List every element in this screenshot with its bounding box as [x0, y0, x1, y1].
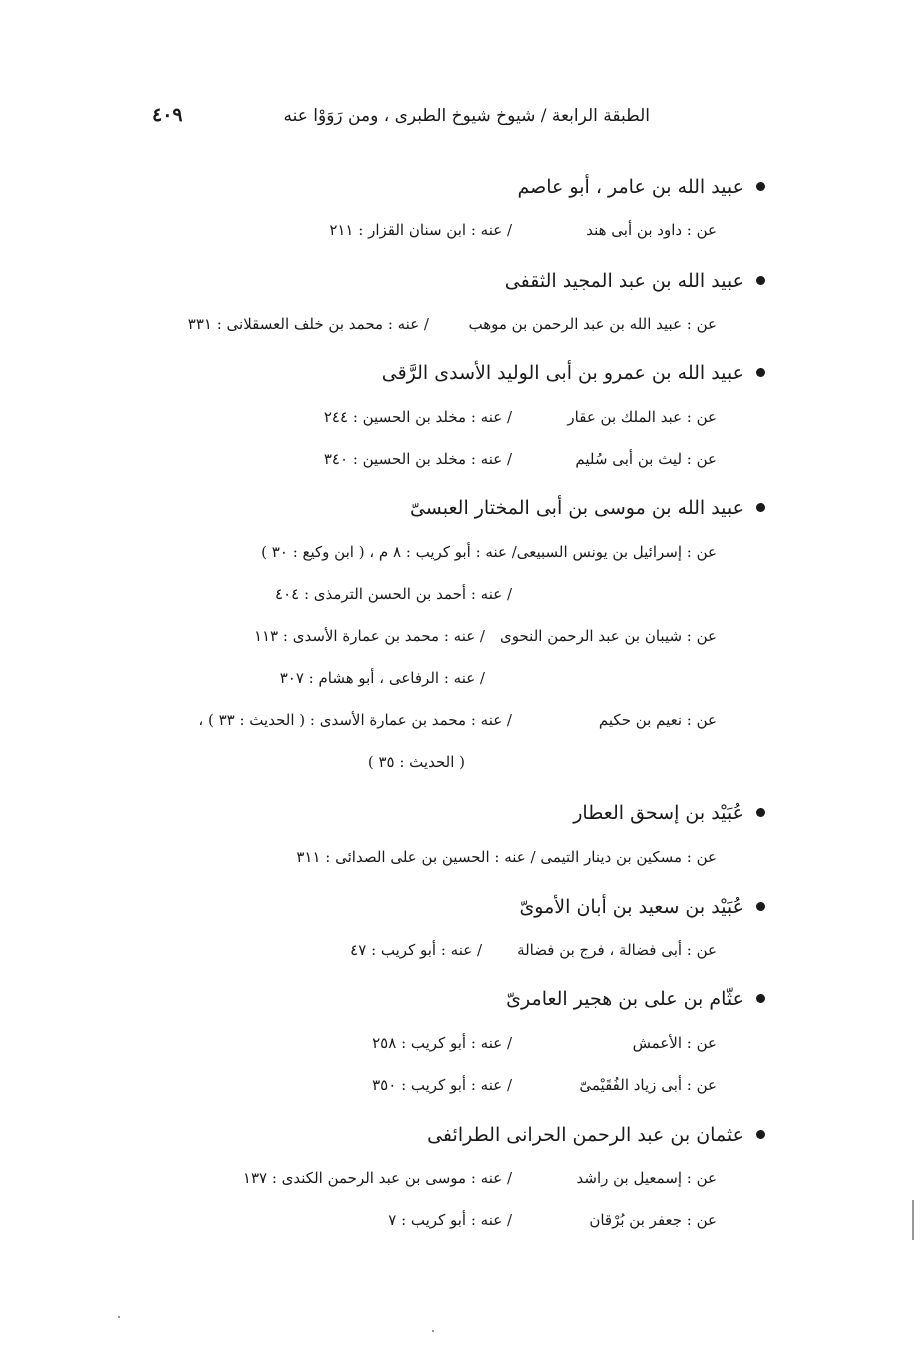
bullet-icon: [756, 182, 765, 191]
scan-speck: [432, 1330, 434, 1332]
narration-line: [197, 1076, 717, 1098]
narration-line: [197, 1169, 717, 1191]
narration-line: [197, 941, 717, 963]
narration-line: [197, 1034, 717, 1056]
entry-name: عبيد الله بن عامر ، أبو عاصم: [517, 176, 744, 198]
entry-title: [382, 362, 765, 384]
scan-speck: [118, 1316, 120, 1318]
narration-line: [197, 669, 717, 691]
entry-name: عبيد الله بن موسى بن أبى المختار العبسىّ: [409, 497, 744, 519]
entry-name: عُبَيْد بن إسحق العطار: [573, 802, 744, 824]
bullet-icon: [756, 808, 765, 817]
narration-line: [177, 543, 717, 565]
narrated-to: / عنه : مخلد بن الحسين : ٢٤٤: [323, 408, 512, 426]
bullet-icon: [756, 1130, 765, 1139]
narrated-to: / عنه : أبو كريب : ٣٥٠: [372, 1076, 512, 1094]
narrated-from: عن : إسمعيل بن راشد: [576, 1169, 717, 1187]
entry-name: عبيد الله بن عمرو بن أبى الوليد الأسدى الرَّقى: [381, 362, 744, 384]
narrated-to: / عنه : أبو كريب : ٢٥٨: [372, 1034, 512, 1052]
entry-name: عُبَيْد بن سعيد بن أبان الأموىّ: [519, 896, 744, 918]
bullet-icon: [756, 503, 765, 512]
narrated-to: / عنه : محمد بن عمارة الأسدى : ( الحديث : ٣٣ ) ،: [198, 711, 512, 729]
narration-line: [197, 585, 717, 607]
narrated-to: / عنه : أبو كريب : ٧: [388, 1211, 512, 1229]
narrated-from: عن : شيبان بن عبد الرحمن النحوى: [500, 627, 717, 645]
entry-title: [410, 497, 765, 519]
narrated-from: عن : الأعمش: [632, 1034, 717, 1052]
narration-line: [197, 408, 717, 430]
narration-line: [117, 711, 717, 733]
narrated-from: عن : أبى فضالة ، فرج بن فضالة: [517, 941, 717, 959]
entry-title: [427, 1124, 765, 1146]
narrated-from: عن : ليث بن أبى سُليم: [575, 450, 717, 468]
narration-line: [197, 753, 717, 775]
running-head: الطبقة الرابعة / شيوخ شيوخ الطبرى ، ومن رَوَوْا عنه: [283, 106, 650, 126]
entry-title: [573, 802, 765, 824]
narration-line: [157, 315, 717, 337]
narrated-from: عن : نعيم بن حكيم: [598, 711, 717, 729]
narrated-to: / عنه : أبو كريب : ٤٧: [350, 941, 482, 959]
entry-name: عثّام بن على بن هجير العامرىّ: [506, 988, 744, 1010]
narrated-to: / عنه : الرفاعى ، أبو هشام : ٣٠٧: [279, 669, 485, 687]
narrated-to: / عنه : ابن سنان القزار : ٢١١: [329, 221, 512, 239]
entry-name: عثمان بن عبد الرحمن الحرانى الطرائفى: [427, 1124, 744, 1146]
narrated-to: / عنه : محمد بن خلف العسقلانى : ٣٣١: [187, 315, 429, 333]
narration-line: [177, 627, 717, 649]
narrated-from: عن : مسكين بن دينار التيمى / عنه : الحسين بن على الصدائى : ٣١١: [296, 848, 717, 866]
narrated-from: عن : داود بن أبى هند: [586, 221, 717, 239]
narration-line: [197, 450, 717, 472]
entry-name: عبيد الله بن عبد المجيد الثقفى: [504, 270, 744, 292]
bullet-icon: [756, 902, 765, 911]
bullet-icon: [756, 994, 765, 1003]
page-edge-mark: [912, 1200, 914, 1240]
narrated-to: ( الحديث : ٣٥ ): [367, 753, 465, 771]
narrated-from: عن : أبى زياد الفُقَيْمىّ: [579, 1076, 717, 1094]
entry-title: [519, 896, 765, 918]
page-number: ٤٠٩: [152, 104, 183, 126]
narrated-from: عن : إسرائيل بن يونس السبيعى/ عنه : أبو كريب : ٨ م ، ( ابن وكيع : ٣٠ ): [261, 543, 717, 561]
bullet-icon: [756, 276, 765, 285]
narrated-to: / عنه : مخلد بن الحسين : ٣٤٠: [323, 450, 512, 468]
entry-title: [506, 988, 765, 1010]
entry-title: [517, 176, 765, 198]
narrated-to: / عنه : محمد بن عمارة الأسدى : ١١٣: [253, 627, 485, 645]
narration-line: [197, 221, 717, 243]
narrated-from: عن : جعفر بن بُرْقان: [589, 1211, 717, 1229]
bullet-icon: [756, 368, 765, 377]
narrated-from: عن : عبيد الله بن عبد الرحمن بن موهب: [468, 315, 717, 333]
entry-title: [505, 270, 765, 292]
narrated-to: / عنه : أحمد بن الحسن الترمذى : ٤٠٤: [275, 585, 512, 603]
narration-line: [197, 848, 717, 870]
narrated-to: / عنه : موسى بن عبد الرحمن الكندى : ١٣٧: [242, 1169, 512, 1187]
narration-line: [197, 1211, 717, 1233]
narrated-from: عن : عبد الملك بن عقار: [567, 408, 717, 426]
